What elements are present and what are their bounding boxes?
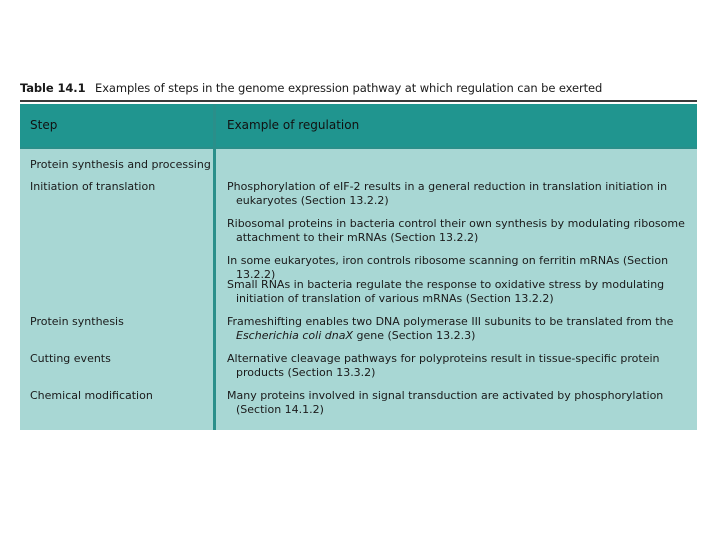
gene-name: Escherichia coli dnaX <box>236 329 353 342</box>
regulation-table <box>20 104 697 430</box>
example-frameshifting <box>227 315 697 343</box>
header-example: Example of regulation <box>227 118 360 132</box>
example-small-rnas: Small RNAs in bacteria regulate the response to oxidative stress by modulating initiation of translation of various mRNAs (Section 13.2.2) <box>227 278 665 305</box>
step-cutting-events: Cutting events <box>30 352 111 365</box>
table-number: Table 14.1 <box>20 81 86 95</box>
header-step: Step <box>30 118 58 132</box>
table-header <box>20 104 697 147</box>
example-iron-ferritin: In some eukaryotes, iron controls ribosome scanning on ferritin mRNAs (Section 13.2.2) <box>227 254 669 281</box>
table-caption <box>20 81 602 95</box>
caption-rule <box>20 100 697 102</box>
frameshifting-section: gene (Section 13.2.3) <box>352 329 476 342</box>
example-polyproteins: Alternative cleavage pathways for polyproteins result in tissue-specific protein products (Section 13.3.2) <box>227 352 660 379</box>
example-eif2: Phosphorylation of eIF-2 results in a general reduction in translation initiation in eukaryotes (Section 13.2.2) <box>227 180 668 207</box>
section-title: Protein synthesis and processing <box>30 158 211 171</box>
step-chemical-modification: Chemical modification <box>30 389 153 402</box>
column-divider <box>213 104 216 430</box>
example-ribosomal-proteins: Ribosomal proteins in bacteria control their own synthesis by modulating ribosome attachment to their mRNAs (Section 13.2.2) <box>227 217 685 244</box>
header-divider <box>20 147 697 149</box>
step-initiation: Initiation of translation <box>30 180 156 193</box>
step-protein-synthesis: Protein synthesis <box>30 315 124 328</box>
frameshifting-text: Frameshifting enables two DNA polymerase III subunits to be translated from the <box>227 315 674 328</box>
example-signal-transduction: Many proteins involved in signal transduction are activated by phosphorylation (Section 14.1.2) <box>227 389 664 416</box>
table-caption-text: Examples of steps in the genome expression pathway at which regulation can be exerted <box>95 81 603 95</box>
